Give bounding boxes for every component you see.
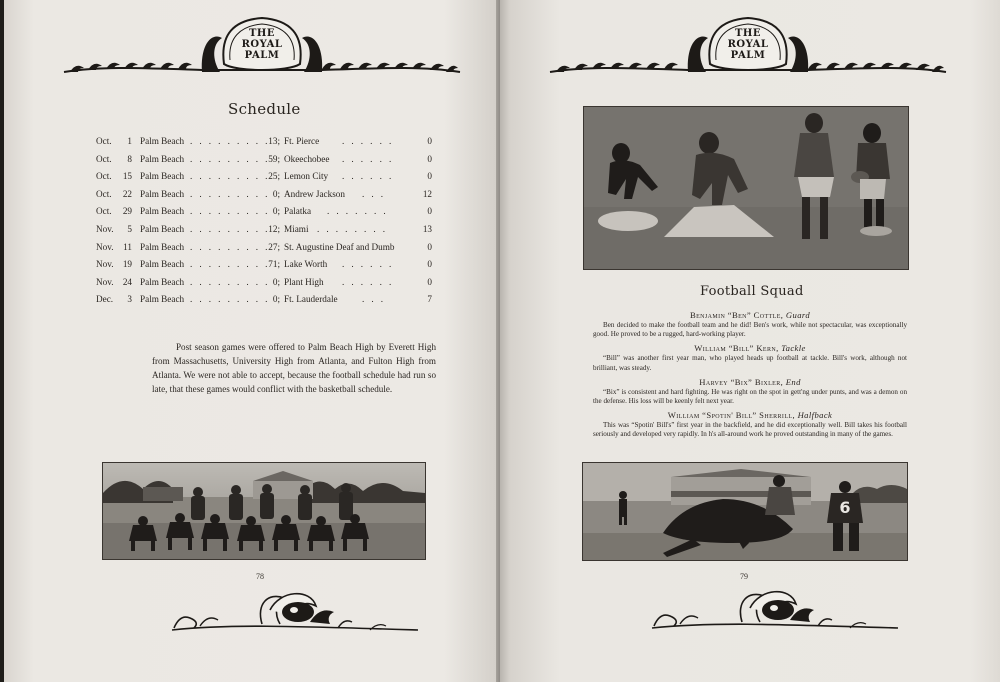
dot-leader: . . . . . . . .: [317, 223, 388, 234]
dot-leader: . . .: [362, 188, 386, 199]
dot-leader: . . . . . .: [342, 171, 394, 182]
game-day: 15: [122, 171, 132, 182]
dot-leader: . . . . . . . . .: [190, 259, 270, 270]
schedule-row: [96, 242, 432, 260]
game-month: Oct.: [96, 188, 112, 199]
game-month: Nov.: [96, 223, 114, 234]
game-day: 19: [122, 259, 132, 270]
crest-title: [708, 28, 788, 61]
dot-leader: . . . . . . . . .: [190, 136, 270, 146]
team-photo: [102, 462, 426, 560]
game-month: Nov.: [96, 276, 114, 287]
schedule-row: [96, 136, 432, 154]
dot-leader: . . . . . . . . .: [190, 294, 270, 305]
home-team: Palm Beach: [140, 241, 185, 252]
dot-leader: . . . . . .: [342, 259, 394, 270]
schedule-title: Schedule: [228, 100, 301, 118]
opponent-name: Miami: [284, 223, 309, 234]
dot-leader: . . . . . . . . .: [190, 206, 270, 217]
game-action-photo: [582, 462, 908, 561]
game-day: 3: [127, 294, 132, 305]
home-team: Palm Beach: [140, 259, 185, 270]
dot-leader: . . . . . . . . .: [190, 171, 270, 182]
player-name: [593, 410, 907, 420]
opponent-name: Lemon City: [284, 171, 329, 182]
player-name-text: William “Bill” Kern,: [694, 343, 782, 354]
crest-line-2: ROYAL: [241, 39, 283, 50]
home-team: Palm Beach: [140, 223, 185, 234]
home-team: Palm Beach: [140, 188, 185, 199]
crest-line-1: THE: [734, 28, 761, 39]
home-team: Palm Beach: [140, 276, 185, 287]
opponent-name: Ft. Pierce: [284, 136, 320, 146]
schedule-row: [96, 277, 432, 295]
dot-leader: . . . . . . . . .: [190, 241, 270, 252]
schedule-row: [96, 189, 432, 207]
home-score: 0;: [272, 206, 280, 217]
dot-leader: . . . . . . . . .: [190, 223, 270, 234]
game-day: 1: [127, 136, 132, 146]
game-month: Oct.: [96, 206, 112, 217]
home-team: Palm Beach: [140, 294, 185, 305]
home-score: 13;: [268, 136, 280, 146]
opponent-name: Ft. Lauderdale: [284, 294, 338, 305]
crest-line-2: ROYAL: [727, 39, 769, 50]
dot-leader: . . .: [362, 294, 386, 305]
opponent-name: Andrew Jackson: [284, 188, 345, 199]
player-name: [593, 343, 907, 353]
game-day: 11: [123, 241, 132, 252]
player-position: Guard: [785, 310, 811, 320]
royal-palm-header-right: [548, 14, 948, 84]
home-team: Palm Beach: [140, 153, 185, 164]
opponent-name: Okeechobee: [284, 153, 330, 164]
opponent-name: Lake Worth: [284, 259, 328, 270]
player-name: [593, 377, 907, 387]
schedule-row: [96, 171, 432, 189]
crest-line-3: PALM: [730, 50, 766, 61]
player-bio-text: This was “Spotin' Bill's” first year in the backfield, and he did exceptionally well. Bill takes his football seriously and developed very rapidly. In h's all-around work he proved outstanding in many of the games.: [593, 421, 907, 439]
home-team: Palm Beach: [140, 136, 185, 146]
opponent-score: 0: [427, 206, 432, 217]
opponent-name: St. Augustine Deaf and Dumb: [284, 241, 395, 252]
wave-footer-ornament: [650, 580, 900, 634]
home-score: 25;: [268, 171, 280, 182]
dot-leader: . . . . . . . . .: [190, 276, 270, 287]
jersey-number: 6: [839, 498, 851, 517]
crest-title: [222, 28, 302, 61]
post-season-paragraph: [152, 341, 436, 397]
opponent-score: 0: [427, 171, 432, 182]
opponent-score: 12: [422, 188, 432, 199]
player-name-text: Benjamin “Ben” Cottle,: [689, 310, 786, 320]
player-bios: [593, 306, 907, 442]
game-month: Oct.: [96, 136, 112, 146]
crest-line-1: THE: [248, 28, 275, 39]
schedule-table: [96, 136, 432, 312]
opponent-score: 13: [422, 223, 432, 234]
game-day: 5: [127, 223, 132, 234]
player-position: Tackle: [781, 343, 806, 354]
game-day: 22: [122, 188, 132, 199]
schedule-row: [96, 206, 432, 224]
game-day: 29: [122, 206, 132, 217]
player-bio-text: Ben decided to make the football team and he did! Ben's work, while not spectacular, was exceptionally good. He proved to be a rugged, hard-working player.: [593, 321, 907, 339]
opponent-score: 0: [427, 153, 432, 164]
home-score: 71;: [268, 259, 280, 270]
opponent-score: 0: [427, 241, 432, 252]
opponent-score: 7: [427, 294, 432, 305]
opponent-score: 0: [427, 276, 432, 287]
player-position: End: [785, 376, 801, 387]
crest-line-3: PALM: [244, 50, 280, 61]
opponent-name: Palatka: [284, 206, 312, 217]
home-team: Palm Beach: [140, 206, 185, 217]
paragraph-text: Post season games were offered to Palm Beach High by Everett High from Massachusetts, University High from Atlanta, and Fulton High from Atlanta. We were not able to accept, because the football schedule had run so late, that these games would conflict with the basketball schedule.: [152, 342, 436, 394]
dot-leader: . . . . . .: [342, 276, 394, 287]
dot-leader: . . . . . .: [342, 136, 394, 146]
players-photo: [583, 106, 909, 270]
game-month: Oct.: [96, 153, 112, 164]
schedule-row: [96, 224, 432, 242]
opponent-name: Plant High: [284, 276, 324, 287]
game-month: Dec.: [96, 294, 114, 305]
dot-leader: . . . . . . . . .: [190, 153, 270, 164]
dot-leader: . . . . . . . . .: [190, 188, 270, 199]
opponent-score: 0: [427, 259, 432, 270]
player-name: [593, 310, 907, 320]
page-number-left: 78: [256, 572, 264, 581]
game-month: Nov.: [96, 259, 114, 270]
dot-leader: . . . . . . .: [327, 206, 389, 217]
game-month: Oct.: [96, 171, 112, 182]
home-score: 27;: [268, 241, 280, 252]
football-squad-title: Football Squad: [700, 284, 804, 299]
schedule-row: [96, 259, 432, 277]
home-score: 0;: [272, 188, 280, 199]
wave-footer-ornament: [170, 586, 420, 636]
home-score: 0;: [272, 276, 280, 287]
royal-palm-header-left: [62, 14, 462, 84]
player-name-text: Harvey “Bix” Bixler,: [699, 376, 786, 387]
player-position: Halfback: [797, 410, 833, 421]
player-bio-text: “Bill” was another first year man, who played heads up football at tackle. Bill's work, although not brilliant, was steady.: [593, 354, 907, 372]
page-number-right: 79: [740, 572, 748, 581]
home-score: 59;: [268, 153, 280, 164]
game-day: 8: [127, 153, 132, 164]
player-bio-text: “Bix” is consistent and hard fighting. He was right on the spot in gett'ng under punts, and was a demon on the defense. His loss will be keenly felt next year.: [593, 387, 907, 406]
home-score: 0;: [272, 294, 280, 305]
dot-leader: . . . . . .: [342, 153, 394, 164]
home-team: Palm Beach: [140, 171, 185, 182]
opponent-score: 0: [427, 136, 432, 146]
schedule-row: [96, 154, 432, 172]
game-day: 24: [122, 276, 132, 287]
game-month: Nov.: [96, 241, 114, 252]
home-score: 12;: [268, 223, 280, 234]
schedule-row: [96, 294, 432, 312]
player-name-text: William “Spotin' Bill” Sherrill,: [667, 410, 798, 421]
